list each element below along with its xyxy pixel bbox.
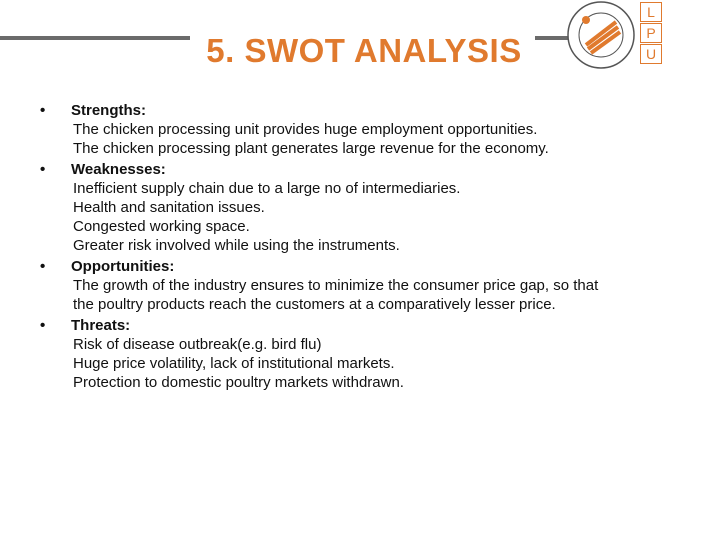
lpu-logo-letters: [640, 2, 662, 65]
logo-letter-p: P: [640, 23, 662, 43]
weakness-item: Inefficient supply chain due to a large no of intermediaries.: [73, 180, 461, 197]
strength-item: The chicken processing plant generates large revenue for the economy.: [73, 140, 549, 157]
strength-item: The chicken processing unit provides huge employment opportunities.: [73, 121, 538, 138]
threat-item: Protection to domestic poultry markets withdrawn.: [73, 374, 404, 391]
opportunity-item: The growth of the industry ensures to minimize the consumer price gap, so that the poultry products reach the customers at a comparatively lesser price.: [73, 277, 599, 313]
swot-content: [40, 99, 600, 392]
threat-item: Huge price volatility, lack of institutional markets.: [73, 355, 395, 372]
section-heading-weaknesses: • Weaknesses:: [40, 160, 600, 179]
section-heading-opportunities: • Opportunities:: [40, 257, 600, 276]
logo-letter-l: L: [640, 2, 662, 22]
section-heading-strengths: • Strengths:: [40, 101, 600, 120]
slide-title: 5. SWOT ANALYSIS: [206, 32, 522, 69]
section-heading-threats: • Threats:: [40, 316, 600, 335]
weakness-item: Greater risk involved while using the instruments.: [73, 237, 400, 254]
weakness-item: Congested working space.: [73, 218, 250, 235]
logo-letter-u: U: [640, 44, 662, 64]
threat-item: Risk of disease outbreak(e.g. bird flu): [73, 336, 322, 353]
university-seal-logo: [566, 0, 636, 70]
weakness-item: Health and sanitation issues.: [73, 199, 265, 216]
